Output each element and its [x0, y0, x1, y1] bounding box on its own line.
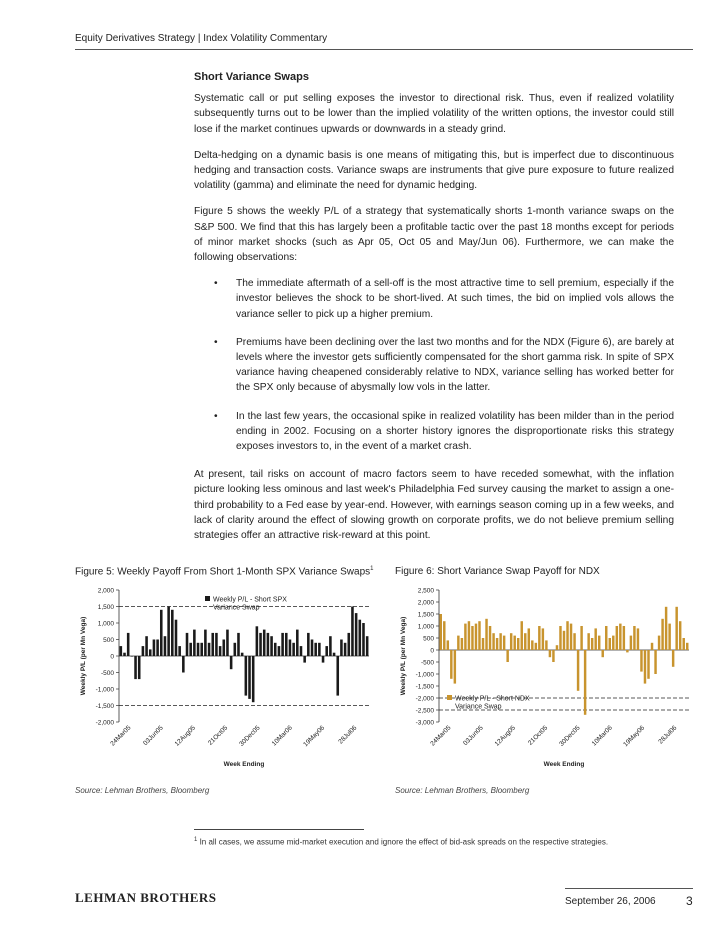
- data-bar: [204, 630, 207, 656]
- paragraph-4: At present, tail risks on account of macro factors seem to have receded somewhat, with the inflation picture looking less ominous and last week's Philadelphia Fed survey causing the market to assign a one-third probability to a Fed ease by year-end. However, with earnings season coming up in a few weeks, and lack of clarity around the effect of slowing growth on corporate profits, we do not believe premium selling strategies offer an attractive risk-reward at this point.: [194, 469, 674, 542]
- y-tick-label: 1,500: [417, 611, 434, 619]
- data-bar: [333, 653, 336, 656]
- data-bar: [164, 636, 167, 656]
- bullet-marker: •: [214, 410, 218, 422]
- header-rule: [75, 49, 693, 50]
- x-tick-label: 03Jun05: [142, 724, 165, 748]
- legend-label: Weekly P/L - Short SPX: [213, 596, 287, 604]
- data-bar: [193, 630, 196, 656]
- data-bar: [524, 633, 526, 650]
- data-bar: [156, 640, 159, 657]
- data-bar: [274, 643, 277, 656]
- y-axis-title: Weekly P/L (per Mn Vega): [80, 616, 87, 696]
- data-bar: [644, 650, 646, 684]
- figure-6-source: Source: Lehman Brothers, Bloomberg: [395, 786, 530, 795]
- data-bar: [267, 633, 270, 656]
- data-bar: [517, 638, 519, 650]
- figure-5-chart: [75, 584, 375, 774]
- data-bar: [570, 624, 572, 650]
- data-bar: [612, 636, 614, 650]
- bullet-text: The immediate aftermath of a sell-off is the most attractive time to sell premium, especially if the investor believes the shock to be short-lived. At such times, the bid on implied vols allows the variance seller to pick up a higher premium.: [236, 278, 674, 320]
- bullet-marker: •: [214, 278, 218, 290]
- data-bar: [134, 656, 137, 679]
- data-bar: [457, 636, 459, 650]
- data-bar: [492, 633, 494, 650]
- legend-label: Weekly P/L - Short NDX: [455, 695, 530, 703]
- data-bar: [609, 638, 611, 650]
- data-bar: [626, 650, 628, 652]
- data-bar: [668, 624, 670, 650]
- y-tick-label: 2,500: [417, 587, 434, 595]
- data-bar: [234, 643, 237, 656]
- data-bar: [630, 636, 632, 650]
- data-bar: [226, 630, 229, 656]
- data-bar: [496, 638, 498, 650]
- data-bar: [461, 638, 463, 650]
- data-bar: [464, 624, 466, 650]
- data-bar: [200, 643, 203, 656]
- legend-swatch: [205, 596, 210, 601]
- data-bar: [211, 633, 214, 656]
- data-bar: [208, 643, 211, 656]
- y-axis-title: Weekly P/L (per Mn Vega): [400, 616, 407, 696]
- y-tick-label: 2,000: [417, 599, 434, 607]
- y-tick-label: -500: [420, 659, 434, 667]
- data-bar: [623, 626, 625, 650]
- x-tick-label: 28Jul06: [337, 724, 359, 746]
- x-tick-label: 21Oct05: [206, 724, 230, 747]
- y-tick-label: 1,000: [417, 623, 434, 631]
- figure-5-title: [75, 566, 373, 577]
- data-bar: [366, 636, 369, 656]
- data-bar: [471, 626, 473, 650]
- y-tick-label: 500: [423, 635, 434, 643]
- figure-5-title-text: Figure 5: Weekly Payoff From Short 1-Month SPX Variance Swaps: [75, 566, 371, 578]
- x-tick-label: 19May06: [302, 724, 327, 749]
- footer-rule: [565, 888, 693, 889]
- data-bar: [584, 650, 586, 715]
- x-tick-label: 12Aug05: [173, 724, 197, 748]
- y-tick-label: 1,500: [97, 604, 114, 611]
- data-bar: [256, 626, 259, 656]
- data-bar: [658, 636, 660, 650]
- data-bar: [506, 650, 508, 662]
- data-bar: [153, 640, 156, 657]
- y-tick-label: -500: [100, 670, 114, 677]
- x-tick-label: 10Mar06: [590, 724, 614, 748]
- bullet-item: [194, 276, 674, 322]
- data-bar: [182, 656, 185, 673]
- data-bar: [563, 631, 565, 650]
- report-date: September 26, 2006: [565, 896, 656, 907]
- data-bar: [307, 633, 310, 656]
- x-tick-label: 30Dec05: [238, 724, 262, 748]
- data-bar: [538, 626, 540, 650]
- data-bar: [127, 633, 130, 656]
- footnote-mark: 1: [194, 837, 198, 843]
- data-bar: [598, 636, 600, 650]
- data-bar: [594, 628, 596, 650]
- data-bar: [661, 619, 663, 650]
- data-bar: [270, 636, 273, 656]
- data-bar: [138, 656, 141, 679]
- data-bar: [450, 650, 452, 679]
- data-bar: [521, 621, 523, 650]
- data-bar: [281, 633, 284, 656]
- y-tick-label: 1,000: [97, 620, 114, 628]
- data-bar: [513, 636, 515, 650]
- x-tick-label: 30Dec05: [558, 724, 582, 748]
- y-tick-label: -1,500: [95, 703, 114, 710]
- footnote-text: In all cases, we assume mid-market execution and ignore the effect of bid-ask spreads on the respective strategies.: [199, 837, 609, 847]
- data-bar: [340, 640, 343, 657]
- y-tick-label: -2,500: [415, 707, 434, 715]
- bullet-text: In the last few years, the occasional spike in realized volatility has been milder than in the period ending in 2002. Focusing on a shorter history ignores the disproportionate risks this strategy exposes investors to, in the event of a market crash.: [236, 410, 674, 453]
- y-tick-label: 2,000: [97, 587, 114, 595]
- data-bar: [259, 633, 262, 656]
- data-bar: [175, 620, 178, 656]
- data-bar: [545, 640, 547, 650]
- bullet-text: Premiums have been declining over the last two months and for the NDX (Figure 6), are barely at levels where the investor gets sufficiently compensated for the short gamma risk. In spite of SPX variance having cheapened considerably relative to NDX, variance selling has worked better for the SPX only because of abysmally low vols in the latter.: [236, 336, 674, 394]
- data-bar: [303, 656, 306, 663]
- data-bar: [186, 633, 189, 656]
- figure-6-chart: [395, 584, 695, 774]
- paragraph-1: Systematic call or put selling exposes the investor to directional risk. Thus, even if realized volatility subsequently turns out to be lower than the implied volatility of the written options, the investor could still lose if the market continues upwards or downwards in a steady grind.: [194, 93, 674, 135]
- data-bar: [289, 640, 292, 657]
- x-tick-label: 03Jun05: [462, 724, 485, 748]
- data-bar: [278, 646, 281, 656]
- data-bar: [686, 643, 688, 650]
- legend-swatch: [447, 695, 452, 700]
- x-tick-label: 24Mar05: [109, 724, 133, 748]
- data-bar: [654, 650, 656, 674]
- main-text: [194, 70, 674, 554]
- data-bar: [651, 643, 653, 650]
- data-bar: [237, 633, 240, 656]
- data-bar: [329, 636, 332, 656]
- data-bar: [647, 650, 649, 679]
- data-bar: [591, 638, 593, 650]
- x-tick-label: 12Aug05: [493, 724, 517, 748]
- data-bar: [672, 650, 674, 667]
- data-bar: [296, 630, 299, 656]
- data-bar: [197, 643, 200, 656]
- data-bar: [318, 643, 321, 656]
- data-bar: [679, 621, 681, 650]
- data-bar: [637, 628, 639, 650]
- x-axis-title: Week Ending: [223, 761, 265, 768]
- data-bar: [149, 649, 152, 656]
- data-bar: [616, 626, 618, 650]
- data-bar: [120, 646, 123, 656]
- running-header: Equity Derivatives Strategy | Index Volatility Commentary: [75, 33, 328, 44]
- data-bar: [347, 633, 350, 656]
- data-bar: [580, 626, 582, 650]
- data-bar: [314, 643, 317, 656]
- data-bar: [682, 638, 684, 650]
- data-bar: [510, 633, 512, 650]
- y-tick-label: -1,500: [415, 683, 434, 691]
- data-bar: [443, 621, 445, 650]
- bullet-item: [194, 335, 674, 396]
- data-bar: [362, 623, 365, 656]
- data-bar: [602, 650, 604, 657]
- y-tick-label: -3,000: [415, 719, 434, 727]
- data-bar: [503, 636, 505, 650]
- x-axis-title: Week Ending: [543, 761, 585, 768]
- data-bar: [285, 633, 288, 656]
- paragraph-2: Delta-hedging on a dynamic basis is one means of mitigating this, but is imperfect due to discontinuous hedging and transaction costs. Variance swaps are instruments that give pure exposure to future realized volatility (gamma) and eliminate the need for dynamic hedging.: [194, 149, 674, 192]
- data-bar: [300, 646, 303, 656]
- y-tick-label: -2,000: [95, 719, 114, 727]
- data-bar: [587, 633, 589, 650]
- data-bar: [482, 638, 484, 650]
- x-tick-label: 28Jul06: [657, 724, 679, 746]
- data-bar: [489, 626, 491, 650]
- data-bar: [549, 650, 551, 657]
- y-tick-label: -2,000: [415, 695, 434, 703]
- x-tick-label: 10Mar06: [270, 724, 294, 748]
- data-bar: [542, 628, 544, 650]
- data-bar: [573, 633, 575, 650]
- data-bar: [322, 656, 325, 663]
- bullet-marker: •: [214, 336, 218, 348]
- x-tick-label: 21Oct05: [526, 724, 550, 747]
- data-bar: [241, 653, 244, 656]
- legend-label: Variance Swap: [213, 604, 260, 612]
- y-tick-label: 0: [110, 653, 114, 661]
- figure-6-title: Figure 6: Short Variance Swap Payoff for NDX: [395, 566, 600, 577]
- x-tick-label: 24Mar05: [429, 724, 453, 748]
- y-tick-label: 0: [430, 647, 434, 655]
- data-bar: [665, 607, 667, 650]
- y-tick-label: 500: [103, 637, 114, 644]
- x-tick-label: 19May06: [622, 724, 647, 749]
- data-bar: [556, 645, 558, 650]
- data-bar: [145, 636, 148, 656]
- data-bar: [189, 643, 192, 656]
- data-bar: [263, 630, 266, 656]
- data-bar: [559, 626, 561, 650]
- data-bar: [605, 626, 607, 650]
- data-bar: [355, 613, 358, 656]
- y-tick-label: -1,000: [415, 671, 434, 679]
- data-bar: [468, 621, 470, 650]
- data-bar: [222, 640, 225, 657]
- figure-5-source: Source: Lehman Brothers, Bloomberg: [75, 786, 210, 795]
- data-bar: [171, 610, 174, 656]
- data-bar: [311, 640, 314, 657]
- data-bar: [336, 656, 339, 696]
- data-bar: [528, 628, 530, 650]
- data-bar: [351, 607, 354, 657]
- data-bar: [248, 656, 251, 699]
- footnote-rule: [194, 829, 364, 830]
- data-bar: [640, 650, 642, 672]
- data-bar: [167, 607, 170, 657]
- data-bar: [292, 643, 295, 656]
- data-bar: [619, 624, 621, 650]
- company-logo: LEHMAN BROTHERS: [75, 890, 217, 905]
- section-heading: Short Variance Swaps: [194, 71, 309, 83]
- data-bar: [142, 646, 145, 656]
- legend-label: Variance Swap: [455, 703, 502, 711]
- figure-5-footnote-mark: 1: [370, 566, 374, 572]
- data-bar: [252, 656, 255, 702]
- data-bar: [160, 610, 163, 656]
- data-bar: [531, 640, 533, 650]
- data-bar: [230, 656, 233, 669]
- data-bar: [344, 643, 347, 656]
- data-bar: [633, 626, 635, 650]
- data-bar: [215, 633, 218, 656]
- data-bar: [325, 646, 328, 656]
- data-bar: [478, 621, 480, 650]
- bullet-item: [194, 409, 674, 455]
- footnote: [194, 837, 608, 847]
- y-tick-label: -1,000: [95, 686, 114, 694]
- data-bar: [219, 646, 222, 656]
- data-bar: [535, 643, 537, 650]
- data-bar: [178, 646, 181, 656]
- data-bar: [454, 650, 456, 684]
- data-bar: [675, 607, 677, 650]
- data-bar: [440, 614, 442, 650]
- page-number: 3: [686, 894, 693, 908]
- data-bar: [447, 640, 449, 650]
- data-bar: [131, 656, 134, 657]
- data-bar: [552, 650, 554, 662]
- data-bar: [577, 650, 579, 691]
- data-bar: [123, 653, 126, 656]
- data-bar: [245, 656, 248, 696]
- data-bar: [475, 624, 477, 650]
- data-bar: [566, 621, 568, 650]
- data-bar: [499, 633, 501, 650]
- data-bar: [485, 619, 487, 650]
- paragraph-3: Figure 5 shows the weekly P/L of a strategy that systematically shorts 1-month variance swaps on the S&P 500. We find that this has largely been a profitable tactic over the past 18 months except for periods of minor market shocks (such as Apr 05, Oct 05 and May/Jun 06). Furthermore, we can make the following observations:: [194, 206, 674, 264]
- data-bar: [359, 620, 362, 656]
